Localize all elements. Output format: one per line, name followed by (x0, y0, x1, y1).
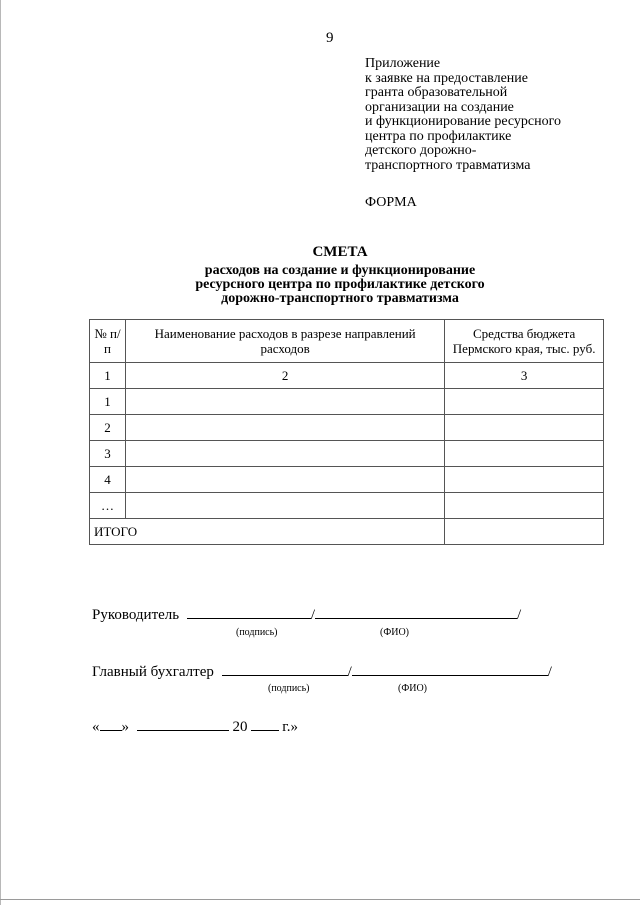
accountant-signature-caption: (подпись) (268, 683, 310, 694)
total-amount-cell[interactable] (445, 519, 604, 545)
appendix-line: организации на создание (365, 99, 514, 115)
row-expense-name-cell[interactable] (125, 467, 444, 493)
appendix-line: и функционирование ресурсного (365, 114, 562, 129)
year-suffix: г.» (282, 719, 298, 735)
table-header-row (90, 320, 604, 363)
table-row (90, 441, 604, 467)
table-row (90, 493, 604, 519)
separator: / (310, 607, 316, 623)
appendix-line: гранта образовательной (365, 85, 508, 100)
budget-table (89, 319, 604, 545)
row-number: 3 (90, 441, 126, 467)
row-number: 1 (90, 389, 126, 415)
row-amount-cell[interactable] (445, 441, 604, 467)
document-subtitle (110, 264, 570, 306)
accountant-name-caption: (ФИО) (398, 683, 428, 694)
row-number: … (90, 493, 126, 519)
row-amount-cell[interactable] (445, 493, 604, 519)
head-name-caption: (ФИО) (380, 627, 410, 638)
total-row (90, 519, 604, 545)
row-amount-cell[interactable] (445, 415, 604, 441)
date-line (92, 716, 298, 736)
header-expense-name: Наименование расходов в разрезе направлений расходов (125, 320, 444, 363)
page-edge-bottom (0, 899, 640, 900)
form-label: ФОРМА (365, 195, 417, 210)
date-open-quote: « (92, 719, 100, 735)
accountant-name-field[interactable] (352, 661, 548, 676)
appendix-line: транспортного травматизма (365, 157, 531, 173)
appendix-line: Приложение (365, 56, 441, 71)
separator: / (547, 664, 552, 680)
row-expense-name-cell[interactable] (125, 493, 444, 519)
subtitle-line: расходов на создание и функционирование (204, 263, 476, 278)
subtitle-line: ресурсного центра по профилактике детского (195, 277, 485, 292)
total-label: ИТОГО (90, 519, 445, 545)
column-number: 1 (90, 363, 126, 389)
header-budget-amount: Средства бюджета Пермского края, тыс. руб. (445, 320, 604, 363)
day-field[interactable] (100, 716, 122, 731)
column-number-row (90, 363, 604, 389)
row-number: 4 (90, 467, 126, 493)
accountant-label: Главный бухгалтер (92, 664, 214, 680)
table-row (90, 389, 604, 415)
row-amount-cell[interactable] (445, 389, 604, 415)
separator: / (517, 607, 522, 623)
column-number: 3 (445, 363, 604, 389)
head-signature-line (92, 604, 521, 624)
appendix-line: детского дорожно- (365, 143, 477, 158)
table-row (90, 467, 604, 493)
year-prefix: 20 (232, 719, 248, 735)
head-name-field[interactable] (315, 604, 517, 619)
subtitle-line: дорожно-транспортного травматизма (221, 291, 459, 306)
appendix-note (365, 57, 635, 173)
row-number: 2 (90, 415, 126, 441)
head-signature-caption: (подпись) (236, 627, 278, 638)
accountant-signature-line (92, 661, 552, 681)
header-number: № п/п (90, 320, 126, 363)
row-expense-name-cell[interactable] (125, 441, 444, 467)
row-expense-name-cell[interactable] (125, 389, 444, 415)
row-expense-name-cell[interactable] (125, 415, 444, 441)
page-edge-left (0, 0, 1, 905)
table-row (90, 415, 604, 441)
document-title: СМЕТА (312, 244, 368, 260)
head-label: Руководитель (92, 607, 180, 623)
appendix-line: к заявке на предоставление (365, 70, 529, 86)
column-number: 2 (125, 363, 444, 389)
year-field[interactable] (251, 716, 279, 731)
separator: / (347, 664, 352, 680)
row-amount-cell[interactable] (445, 467, 604, 493)
page-number: 9 (326, 30, 334, 46)
accountant-signature-field[interactable] (222, 661, 348, 676)
appendix-line: центра по профилактике (365, 128, 512, 144)
month-field[interactable] (137, 716, 229, 731)
head-signature-field[interactable] (187, 604, 311, 619)
date-close-quote: » (121, 719, 129, 735)
